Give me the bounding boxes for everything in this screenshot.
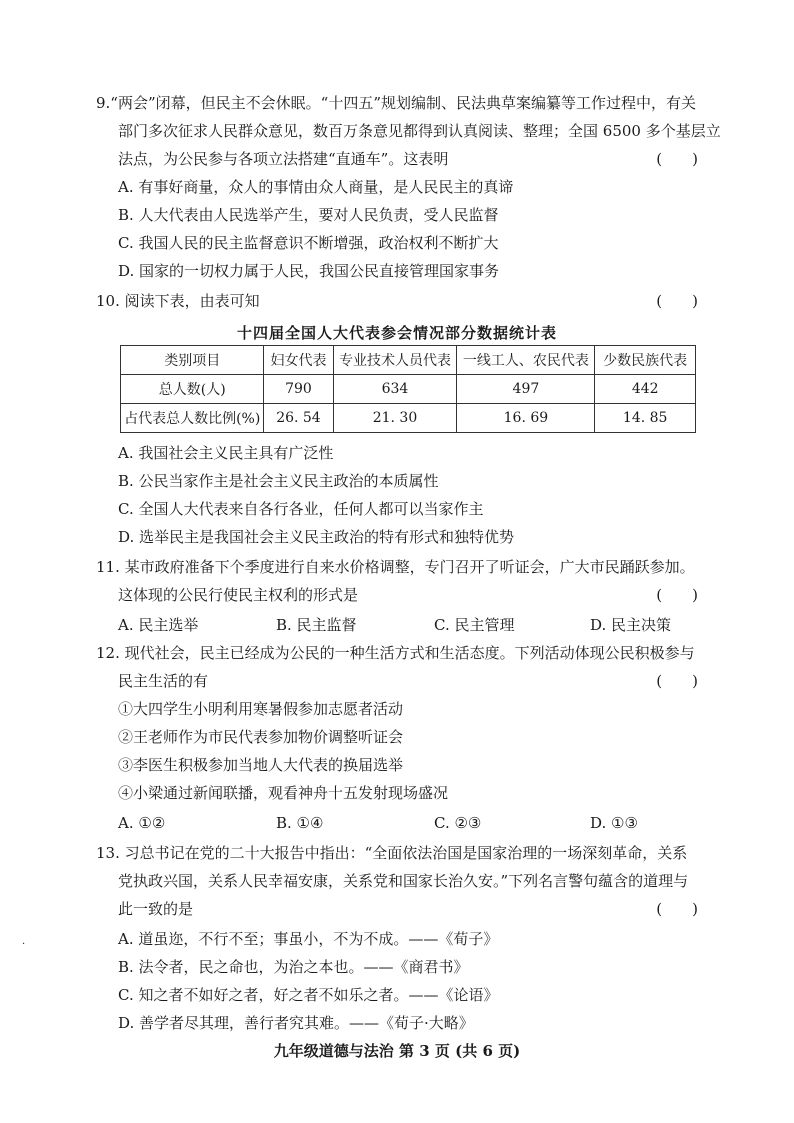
q13-option-c: C. 知之者不如好之者，好之者不如乐之者。——《论语》 [118, 986, 499, 1004]
q9-option-d: D. 国家的一切权力属于人民，我国公民直接管理国家事务 [118, 262, 500, 280]
table-cell: 442 [595, 375, 696, 404]
q9-stem-line-3: 法点，为公民参与各项立法搭建“直通车”。这表明 [118, 150, 449, 168]
table-row [121, 404, 696, 433]
q11-option-a: A. 民主选举 [118, 616, 199, 634]
table-header-cell: 类别项目 [121, 346, 264, 375]
q10-option-b: B. 公民当家作主是社会主义民主政治的本质属性 [118, 472, 439, 490]
table-cell: 634 [333, 375, 457, 404]
q13-stem-line-2: 党执政兴国，关系人民幸福安康，关系党和国家长治久安。”下列名言警句蕴含的道理与 [118, 872, 689, 890]
table-header-cell: 专业技术人员代表 [333, 346, 457, 375]
q13-answer-paren: ( ) [656, 900, 698, 918]
q13-stem-line-3: 此一致的是 [118, 900, 194, 918]
q13-option-b: B. 法令者，民之命也，为治之本也。——《商君书》 [118, 958, 469, 976]
q12-item-3: ③李医生积极参加当地人大代表的换届选举 [118, 756, 404, 774]
q10-option-a: A. 我国社会主义民主具有广泛性 [118, 444, 334, 462]
q11-stem-line-2: 这体现的公民行使民主权利的形式是 [118, 586, 359, 604]
q9-stem-line-1: 9.“两会”闭幕，但民主不会休眠。“十四五”规划编制、民法典草案编纂等工作过程中，有关 [96, 94, 696, 112]
page-footer: 九年级道德与法治 第 3 页 (共 6 页) [273, 1042, 521, 1060]
q9-option-a: A. 有事好商量，众人的事情由众人商量，是人民民主的真谛 [118, 178, 514, 196]
margin-mark: . [22, 936, 26, 947]
q9-answer-paren: ( ) [656, 150, 698, 168]
q10-answer-paren: ( ) [656, 292, 698, 310]
q10-stem: 10. 阅读下表，由表可知 [96, 292, 260, 310]
q11-option-d: D. 民主决策 [590, 616, 672, 634]
q12-item-1: ①大四学生小明利用寒暑假参加志愿者活动 [118, 700, 404, 718]
table-cell: 790 [264, 375, 333, 404]
q12-option-a: A. ①② [118, 814, 166, 832]
q9-option-c: C. 我国人民的民主监督意识不断增强，政治权利不断扩大 [118, 234, 499, 252]
q10-option-d: D. 选举民主是我国社会主义民主政治的特有形式和独特优势 [118, 528, 515, 546]
q12-option-d: D. ①③ [590, 814, 638, 832]
table-header-row [121, 346, 696, 375]
table-header-cell: 一线工人、农民代表 [457, 346, 595, 375]
q12-item-2: ②王老师作为市民代表参加物价调整听证会 [118, 728, 404, 746]
q9-option-b: B. 人大代表由人民选举产生，要对人民负责，受人民监督 [118, 206, 499, 224]
q11-option-c: C. 民主管理 [434, 616, 515, 634]
q13-stem-line-1: 13. 习总书记在党的二十大报告中指出：“全面依法治国是国家治理的一场深刻革命，关系 [96, 844, 688, 862]
stats-table [120, 345, 696, 433]
q12-answer-paren: ( ) [656, 672, 698, 690]
table-cell: 21. 30 [333, 404, 457, 433]
table-header-cell: 妇女代表 [264, 346, 333, 375]
table-header-cell: 少数民族代表 [595, 346, 696, 375]
q11-stem-line-1: 11. 某市政府准备下个季度进行自来水价格调整，专门召开了听证会，广大市民踊跃参加。 [96, 558, 695, 576]
q10-option-c: C. 全国人大代表来自各行各业，任何人都可以当家作主 [118, 500, 484, 518]
table-title: 十四届全国人大代表参会情况部分数据统计表 [236, 324, 557, 342]
table-cell: 14. 85 [595, 404, 696, 433]
q12-item-4: ④小梁通过新闻联播，观看神舟十五发射现场盛况 [118, 784, 449, 802]
table-cell: 497 [457, 375, 595, 404]
q9-stem-line-2: 部门多次征求人民群众意见，数百万条意见都得到认真阅读、整理；全国 6500 多个基层立 [118, 122, 721, 140]
q12-option-b: B. ①④ [276, 814, 324, 832]
q11-option-b: B. 民主监督 [276, 616, 357, 634]
table-cell: 26. 54 [264, 404, 333, 433]
q12-stem-line-2: 民主生活的有 [118, 672, 209, 690]
q11-answer-paren: ( ) [656, 586, 698, 604]
q12-option-c: C. ②③ [434, 814, 482, 832]
table-row [121, 375, 696, 404]
table-cell: 总人数(人) [121, 375, 264, 404]
q13-option-d: D. 善学者尽其理，善行者究其难。——《荀子·大略》 [118, 1014, 474, 1032]
table-cell: 占代表总人数比例(%) [121, 404, 264, 433]
q12-stem-line-1: 12. 现代社会，民主已经成为公民的一种生活方式和生活态度。下列活动体现公民积极参与 [96, 644, 695, 662]
table-cell: 16. 69 [457, 404, 595, 433]
q13-option-a: A. 道虽迩，不行不至；事虽小，不为不成。——《荀子》 [118, 930, 499, 948]
